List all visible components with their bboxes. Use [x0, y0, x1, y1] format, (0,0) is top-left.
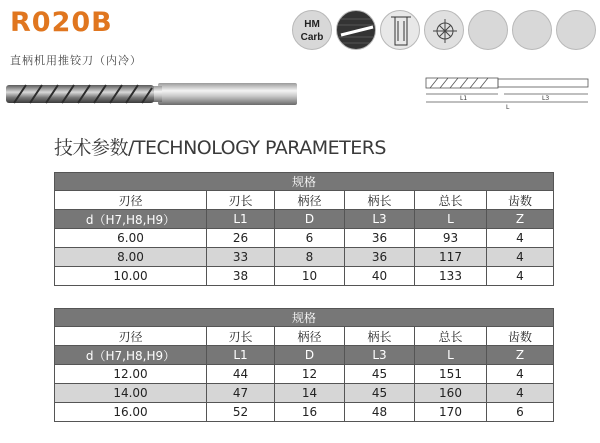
column-header: 总长	[415, 327, 487, 346]
table-cell: 14	[275, 384, 345, 403]
coating-icon	[336, 10, 376, 50]
feature-icons	[292, 10, 592, 54]
drawing-l3-label: L3	[542, 95, 550, 102]
table-row	[55, 248, 554, 267]
table-cell: 26	[207, 229, 275, 248]
carb-label: Carb	[300, 32, 324, 43]
table-row	[55, 403, 554, 422]
table-cell: 117	[415, 248, 487, 267]
symbol-cell: Z	[487, 346, 554, 365]
cutting-edge-icon	[424, 10, 464, 50]
drawing-l1-label: L1	[460, 95, 468, 102]
table-cell: 45	[345, 384, 415, 403]
table-cell: 38	[207, 267, 275, 286]
symbol-cell: d（H7,H8,H9）	[55, 210, 207, 229]
table-cell: 44	[207, 365, 275, 384]
table-cell: 40	[345, 267, 415, 286]
table-cell: 160	[415, 384, 487, 403]
parameter-table-2	[54, 308, 554, 422]
column-header: 柄长	[345, 191, 415, 210]
table-group-header	[55, 309, 554, 327]
table-cell: 16.00	[55, 403, 207, 422]
table-column-header	[55, 327, 554, 346]
symbol-cell: Z	[487, 210, 554, 229]
table-row	[55, 365, 554, 384]
column-header: 柄长	[345, 327, 415, 346]
table-cell: 4	[487, 248, 554, 267]
table-cell: 36	[345, 229, 415, 248]
column-header: 刃长	[207, 327, 275, 346]
product-code: R020B	[10, 7, 113, 38]
table-group-header	[55, 173, 554, 191]
table-row	[55, 229, 554, 248]
column-header: 刃径	[55, 191, 207, 210]
column-header: 总长	[415, 191, 487, 210]
blank-icon	[468, 10, 508, 50]
column-header: 柄径	[275, 191, 345, 210]
table-cell: 133	[415, 267, 487, 286]
table-cell: 170	[415, 403, 487, 422]
drawing-l-label: L	[506, 104, 510, 111]
table-cell: 33	[207, 248, 275, 267]
table-cell: 6.00	[55, 229, 207, 248]
table-cell: 151	[415, 365, 487, 384]
column-header: 刃长	[207, 191, 275, 210]
symbol-cell: D	[275, 210, 345, 229]
table-row	[55, 267, 554, 286]
section-title: 技术参数/TECHNOLOGY PARAMETERS	[54, 137, 386, 159]
symbol-cell: L	[415, 210, 487, 229]
reamer-geometry-icon	[380, 10, 420, 50]
table-cell: 8.00	[55, 248, 207, 267]
column-header: 齿数	[487, 327, 554, 346]
table-cell: 4	[487, 267, 554, 286]
table-cell: 14.00	[55, 384, 207, 403]
blank-icon	[512, 10, 552, 50]
table-symbol-row	[55, 210, 554, 229]
table-cell: 47	[207, 384, 275, 403]
product-name: 直柄机用推铰刀（内冷）	[10, 54, 142, 67]
table-cell: 10.00	[55, 267, 207, 286]
table-cell: 36	[345, 248, 415, 267]
table-row	[55, 384, 554, 403]
symbol-cell: L	[415, 346, 487, 365]
table-cell: 4	[487, 365, 554, 384]
technical-drawing	[418, 74, 598, 112]
hm-carb-icon	[292, 10, 332, 50]
group-label: 规格	[55, 173, 554, 191]
table-cell: 12	[275, 365, 345, 384]
table-column-header	[55, 191, 554, 210]
table-cell: 8	[275, 248, 345, 267]
table-cell: 10	[275, 267, 345, 286]
table-cell: 4	[487, 229, 554, 248]
symbol-cell: d（H7,H8,H9）	[55, 346, 207, 365]
table-cell: 16	[275, 403, 345, 422]
table-symbol-row	[55, 346, 554, 365]
table-cell: 12.00	[55, 365, 207, 384]
hm-label: HM	[304, 19, 320, 30]
column-header: 柄径	[275, 327, 345, 346]
table-cell: 6	[275, 229, 345, 248]
table-cell: 93	[415, 229, 487, 248]
reamer-tool-image	[0, 78, 300, 110]
parameter-table-1	[54, 172, 554, 286]
table-cell: 48	[345, 403, 415, 422]
symbol-cell: L1	[207, 210, 275, 229]
table-cell: 6	[487, 403, 554, 422]
symbol-cell: D	[275, 346, 345, 365]
symbol-cell: L3	[345, 346, 415, 365]
column-header: 刃径	[55, 327, 207, 346]
column-header: 齿数	[487, 191, 554, 210]
table-cell: 4	[487, 384, 554, 403]
symbol-cell: L1	[207, 346, 275, 365]
group-label: 规格	[55, 309, 554, 327]
table-cell: 45	[345, 365, 415, 384]
symbol-cell: L3	[345, 210, 415, 229]
blank-icon	[556, 10, 596, 50]
table-cell: 52	[207, 403, 275, 422]
